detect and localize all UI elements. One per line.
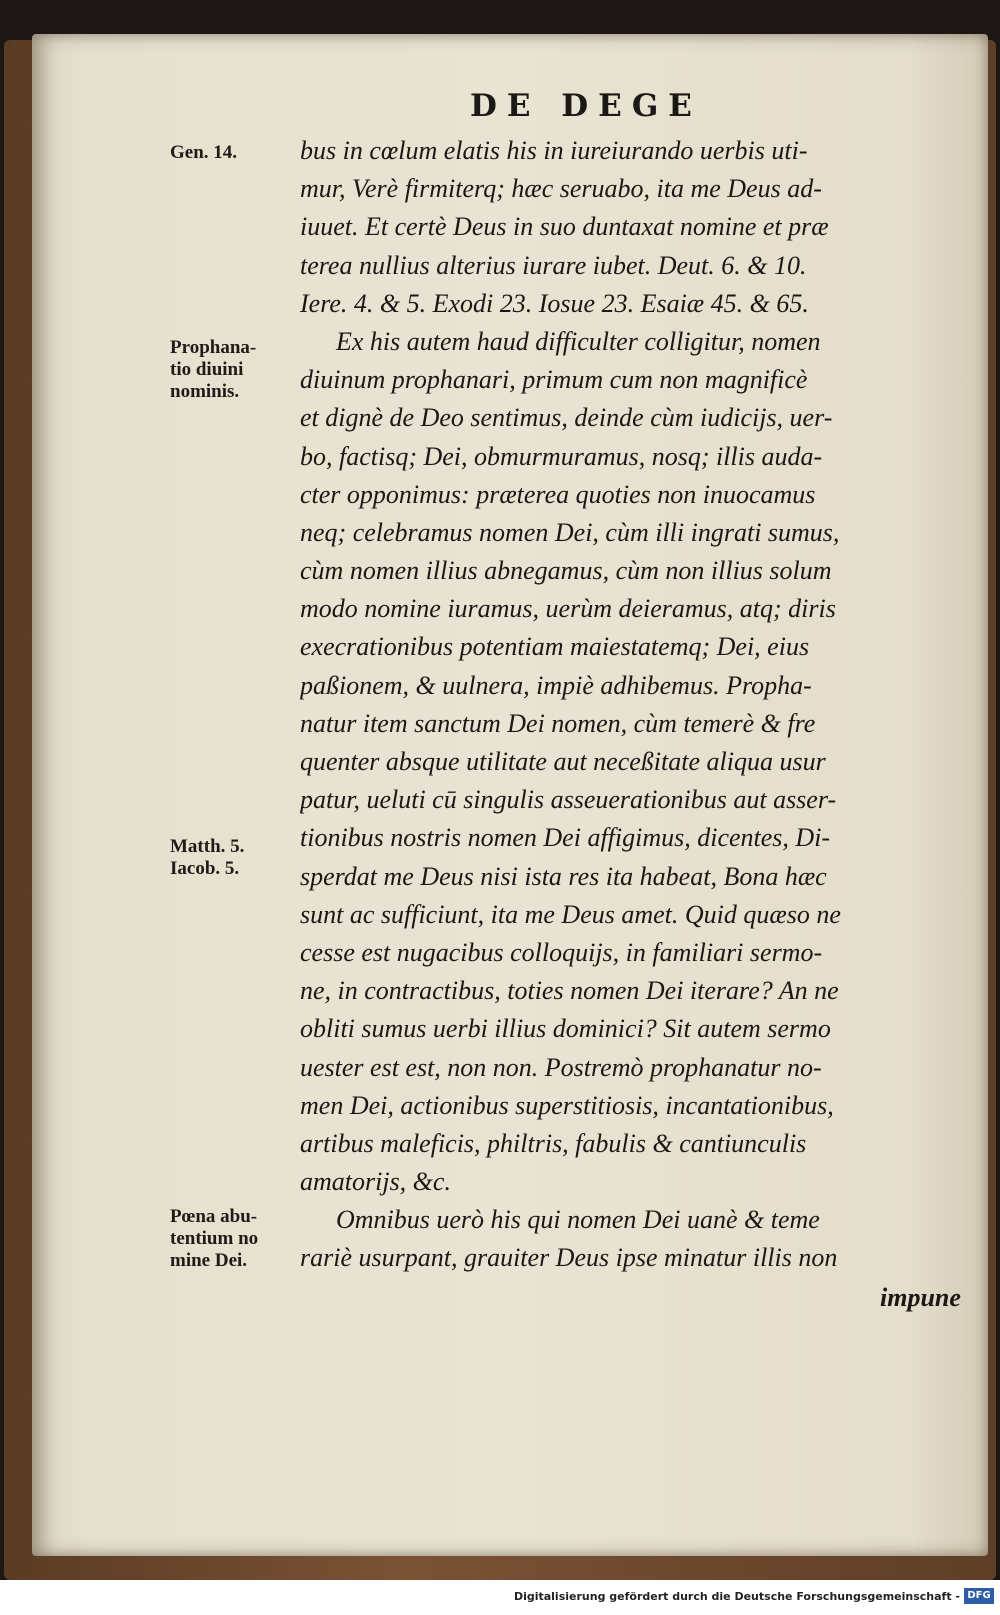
margin-note-gen	[170, 142, 295, 164]
running-head: DE DEGE	[470, 88, 702, 124]
text-line: patur, ueluti cū singulis asseuerationibus aut asser-	[300, 785, 837, 815]
body-text	[300, 132, 950, 1278]
margin-note-line: Gen. 14.	[170, 142, 238, 163]
text-line: bo, factisq; Dei, obmurmuramus, nosq; illis auda-	[300, 441, 823, 471]
text-line: cùm nomen illius abnegamus, cùm non illius solum	[300, 556, 832, 586]
text-line: men Dei, actionibus superstitiosis, incantationibus,	[300, 1090, 834, 1120]
text-line: cesse est nugacibus colloquijs, in familiari sermo-	[300, 937, 823, 967]
margin-note-line: Prophana-	[170, 337, 257, 358]
text-line: Iere. 4. & 5. Exodi 23. Iosue 23. Esaiæ 45. & 65.	[300, 288, 809, 318]
margin-note-matth	[170, 836, 295, 880]
text-line: cter opponimus: præterea quoties non inuocamus	[300, 479, 816, 509]
text-line: ne, in contractibus, toties nomen Dei iterare? An ne	[300, 976, 839, 1006]
text-line: Omnibus uerò his qui nomen Dei uanè & teme	[336, 1205, 820, 1235]
text-line: uester est est, non non. Postremò prophanatur no-	[300, 1052, 822, 1082]
text-line: amatorijs, &c.	[300, 1167, 451, 1197]
dfg-logo: DFG	[964, 1588, 994, 1604]
margin-note-line: tentium no	[170, 1228, 259, 1249]
text-line: iuuet. Et certè Deus in suo duntaxat nomine et præ	[300, 212, 829, 242]
text-line: artibus maleficis, philtris, fabulis & cantiunculis	[300, 1128, 807, 1158]
margin-note-poena	[170, 1206, 295, 1272]
dfg-credit-text: Digitalisierung gefördert durch die Deutsche Forschungsgemeinschaft -	[513, 1590, 960, 1603]
text-line: tionibus nostris nomen Dei affigimus, dicentes, Di-	[300, 823, 831, 853]
text-line: obliti sumus uerbi illius dominici? Sit autem sermo	[300, 1014, 831, 1044]
margin-note-prophanatio	[170, 337, 295, 403]
text-line: sperdat me Deus nisi ista res ita habeat, Bona hæc	[300, 861, 827, 891]
text-line: bus in cœlum elatis his in iureiurando uerbis uti-	[300, 136, 808, 165]
margin-note-line: Iacob. 5.	[170, 858, 240, 879]
text-line: execrationibus potentiam maiestatemq; Dei, eius	[300, 632, 810, 662]
catchword: impune	[880, 1283, 961, 1312]
text-line: quenter absque utilitate aut neceßitate aliqua usur	[300, 747, 826, 776]
text-line: natur item sanctum Dei nomen, cùm temerè & fre	[300, 708, 816, 738]
margin-note-line: Pœna abu-	[170, 1206, 258, 1227]
text-line: mur, Verè firmiterq; hæc seruabo, ita me Deus ad-	[300, 174, 822, 204]
text-line: terea nullius alterius iurare iubet. Deut. 6. & 10.	[300, 250, 807, 280]
text-line: diuinum prophanari, primum cum non magnificè	[300, 365, 808, 395]
text-line: sunt ac sufficiunt, ita me Deus amet. Quid quæso ne	[300, 899, 841, 929]
margin-note-line: nominis.	[170, 381, 240, 402]
text-line: Ex his autem haud difficulter colligitur, nomen	[336, 326, 821, 356]
text-line: et dignè de Deo sentimus, deinde cùm iudicijs, uer-	[300, 403, 833, 433]
text-line: neq; celebramus nomen Dei, cùm illi ingrati sumus,	[300, 517, 840, 547]
footer-credit-bar	[0, 1580, 1000, 1615]
margin-note-line: Matth. 5.	[170, 836, 245, 857]
text-line: modo nomine iuramus, uerùm deieramus, atq; diris	[300, 594, 836, 624]
text-line: rariè usurpant, grauiter Deus ipse minatur illis non	[300, 1243, 838, 1273]
margin-note-line: mine Dei.	[170, 1250, 248, 1271]
margin-note-line: tio diuini	[170, 359, 244, 380]
text-line: paßionem, & uulnera, impiè adhibemus. Propha-	[300, 670, 812, 700]
